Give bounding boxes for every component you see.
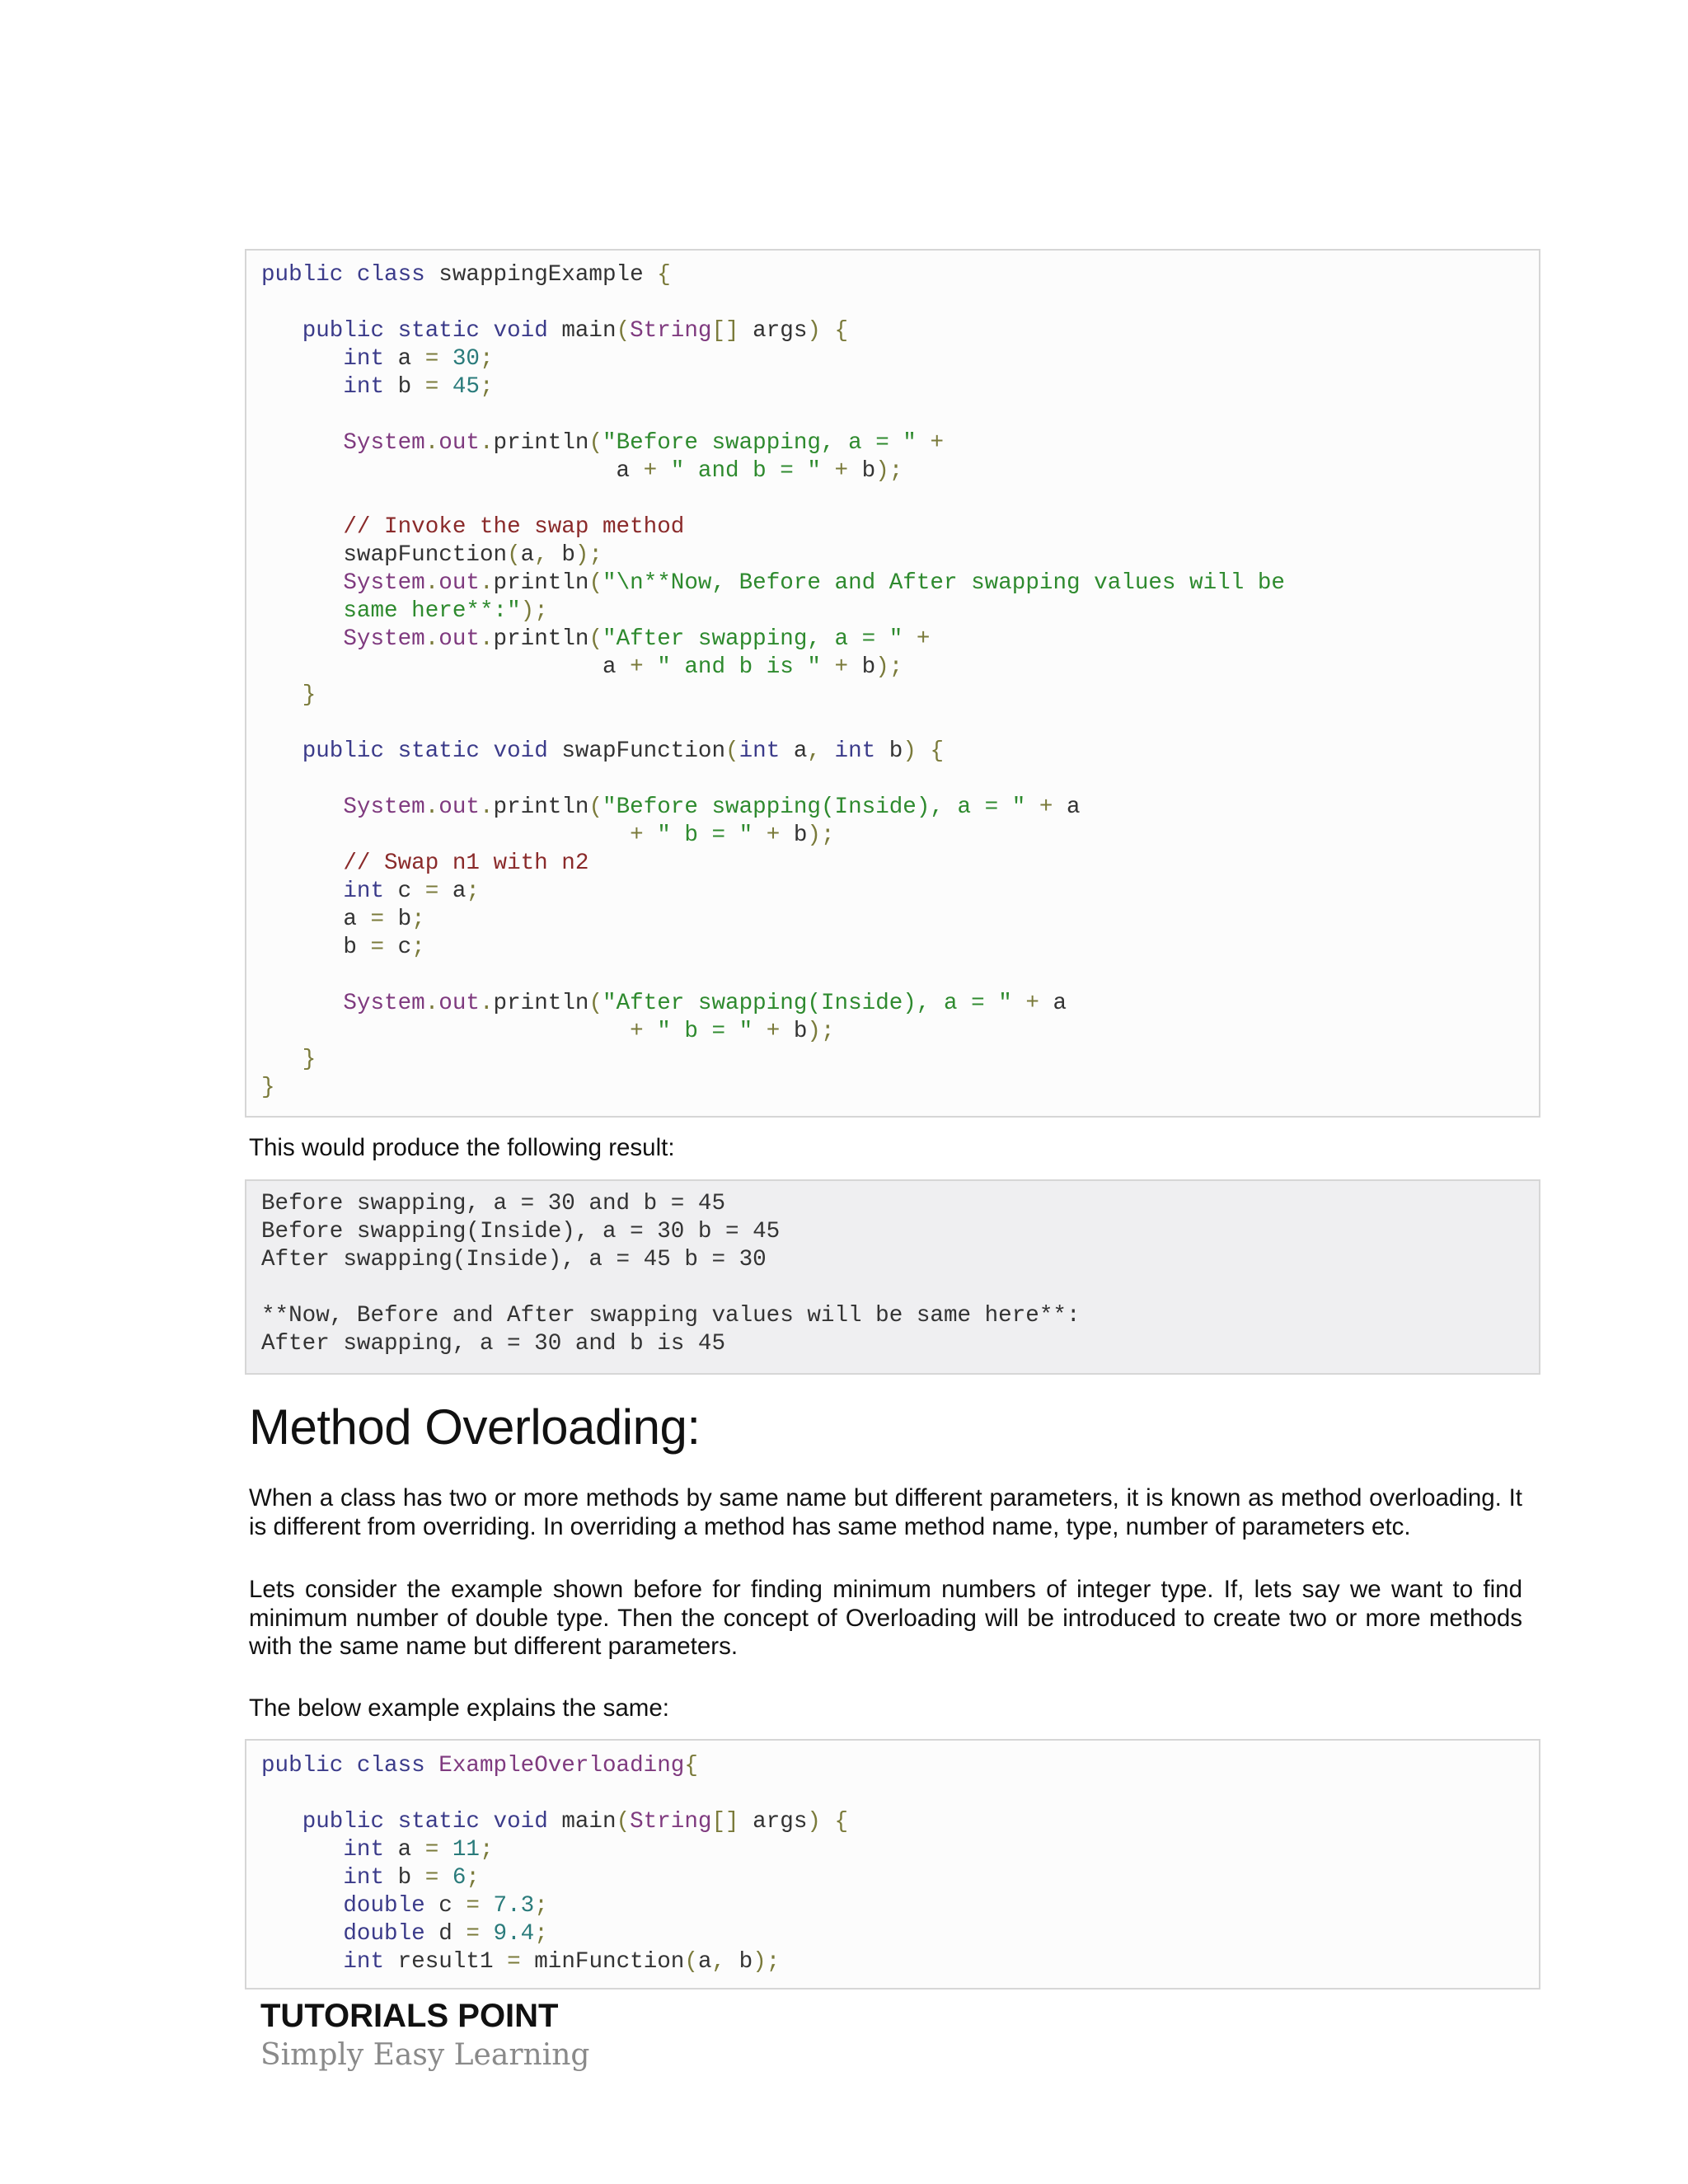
code-token: int — [343, 1837, 398, 1863]
code-token — [261, 682, 302, 708]
code-token: 7.3 — [493, 1893, 535, 1919]
code-line — [261, 878, 480, 906]
code-token: int — [738, 738, 794, 764]
code-token: String — [630, 1809, 712, 1835]
code-token: + — [766, 1019, 794, 1044]
code-token: swappingExample — [438, 262, 658, 288]
code-line — [261, 261, 671, 289]
code-token: public class — [261, 262, 439, 288]
code-line — [261, 1246, 767, 1274]
code-token: a — [261, 458, 644, 484]
code-token: } — [302, 1047, 316, 1072]
code-token: 45 — [452, 374, 480, 400]
code-token — [261, 1047, 302, 1072]
code-token: c — [397, 935, 412, 960]
code-token: ; — [534, 1921, 548, 1947]
overloading-paragraph-3: The below example explains the same: — [249, 1694, 669, 1722]
code-token: args — [753, 318, 808, 344]
code-token: "Before swapping, a = " — [603, 430, 931, 456]
code-token: ; — [411, 935, 425, 960]
code-token: . — [424, 991, 439, 1016]
code-token: { — [684, 1753, 698, 1779]
code-token: println — [493, 570, 589, 596]
code-token: same here**:" — [343, 598, 521, 624]
code-line — [261, 626, 930, 654]
code-token — [261, 879, 343, 904]
code-token: + — [643, 458, 671, 484]
code-token: ( — [588, 430, 603, 456]
code-token: a — [1067, 794, 1081, 820]
code-line — [261, 1920, 548, 1948]
code-line — [261, 1046, 316, 1074]
code-token: ; — [479, 346, 494, 372]
code-token: ); — [807, 1019, 835, 1044]
code-token — [261, 1837, 343, 1863]
code-token: args — [753, 1809, 808, 1835]
code-token: b — [397, 1865, 425, 1891]
code-line — [261, 1190, 725, 1218]
code-token: int — [834, 738, 889, 764]
code-token: public static void — [302, 318, 562, 344]
code-token: } — [261, 1075, 275, 1100]
code-token: a — [697, 1949, 712, 1975]
code-token — [261, 991, 343, 1016]
code-token: b — [397, 374, 425, 400]
code-token: . — [479, 626, 494, 652]
code-token: { — [657, 262, 671, 288]
code-token: . — [479, 430, 494, 456]
code-block-example-overloading — [245, 1739, 1540, 1990]
code-token: "After swapping(Inside), a = " — [603, 991, 1026, 1016]
code-line — [261, 990, 1067, 1018]
code-token: = — [370, 935, 398, 960]
code-token: " b = " — [657, 823, 767, 848]
code-token: a — [793, 738, 808, 764]
code-token: . — [424, 626, 439, 652]
code-token: ( — [725, 738, 739, 764]
code-token: public class — [261, 1753, 439, 1779]
code-token: b — [561, 542, 575, 568]
code-line — [261, 1864, 480, 1892]
code-token: int — [343, 346, 398, 372]
code-token: // Invoke the swap method — [343, 514, 685, 540]
code-token — [261, 1019, 630, 1044]
code-token: println — [493, 991, 589, 1016]
code-token: "\n**Now, Before and After swapping values will be — [603, 570, 1285, 596]
code-line — [261, 906, 425, 934]
code-token: = — [424, 1865, 452, 1891]
code-token: double — [343, 1893, 439, 1919]
result-intro-text: This would produce the following result: — [249, 1134, 675, 1161]
code-token: // Swap n1 with n2 — [343, 851, 589, 876]
code-token: , — [711, 1949, 739, 1975]
code-token: [] — [711, 318, 753, 344]
code-token: After swapping, a = 30 and b is 45 — [261, 1331, 726, 1357]
code-line — [261, 1948, 780, 1976]
code-token: System — [343, 626, 425, 652]
code-token: ( — [616, 318, 631, 344]
code-token: b — [889, 738, 903, 764]
code-token: = — [424, 1837, 452, 1863]
code-token: ) { — [807, 1809, 849, 1835]
code-line — [261, 1074, 275, 1102]
code-token — [261, 318, 302, 344]
code-token: String — [630, 318, 712, 344]
code-token: out — [438, 430, 480, 456]
code-token: a — [520, 542, 535, 568]
code-token: , — [534, 542, 562, 568]
code-token: b — [861, 654, 876, 680]
code-line — [261, 850, 588, 878]
code-token: " b = " — [657, 1019, 767, 1044]
code-token: main — [561, 318, 617, 344]
code-line — [261, 934, 425, 962]
code-token: = — [507, 1949, 535, 1975]
code-token: ( — [588, 570, 603, 596]
code-token: b — [793, 823, 808, 848]
code-token: + — [916, 626, 931, 652]
code-token: ( — [616, 1809, 631, 1835]
code-token: ; — [466, 1865, 480, 1891]
code-token: println — [493, 430, 589, 456]
code-token: = — [424, 374, 452, 400]
code-token — [261, 570, 343, 596]
code-line — [261, 317, 848, 345]
code-token: + — [630, 823, 658, 848]
code-token: a — [397, 1837, 425, 1863]
code-token: 11 — [452, 1837, 480, 1863]
code-token: b — [261, 935, 371, 960]
code-token: After swapping(Inside), a = 45 b = 30 — [261, 1247, 767, 1272]
code-token: , — [807, 738, 835, 764]
code-token: out — [438, 794, 480, 820]
code-token — [261, 823, 630, 848]
code-token: a — [261, 907, 371, 932]
code-token: 6 — [452, 1865, 467, 1891]
code-token: println — [493, 794, 589, 820]
code-block-swapping-example — [245, 249, 1540, 1118]
code-line — [261, 1218, 780, 1246]
code-token: out — [438, 570, 480, 596]
code-token — [261, 1921, 343, 1947]
code-token — [261, 794, 343, 820]
code-token: + — [1039, 794, 1067, 820]
code-token: **Now, Before and After swapping values will be same here**: — [261, 1303, 1081, 1329]
overloading-paragraph-1: When a class has two or more methods by same name but different parameters, it is known as method overloading. It is different from overriding. In overriding a method has same method name, type, number of parameters etc. — [249, 1484, 1522, 1540]
code-token: System — [343, 991, 425, 1016]
code-line — [261, 1808, 848, 1836]
code-token: ); — [875, 458, 903, 484]
code-token: ( — [507, 542, 521, 568]
code-token — [261, 430, 343, 456]
code-token: a — [452, 879, 467, 904]
code-line — [261, 1892, 548, 1920]
code-line — [261, 373, 494, 401]
code-line — [261, 513, 684, 541]
code-line — [261, 345, 494, 373]
code-token — [261, 374, 343, 400]
code-token: double — [343, 1921, 439, 1947]
code-line — [261, 1302, 1081, 1330]
code-token: int — [343, 1949, 398, 1975]
code-token: ( — [588, 626, 603, 652]
code-token: ); — [807, 823, 835, 848]
code-token: ; — [411, 907, 425, 932]
code-token: b — [861, 458, 876, 484]
code-line — [261, 1836, 494, 1864]
code-token — [261, 738, 302, 764]
code-token: d — [438, 1921, 467, 1947]
code-token: swapFunction — [261, 542, 508, 568]
code-line — [261, 794, 1081, 822]
code-token: ); — [520, 598, 548, 624]
code-token: Before swapping, a = 30 and b = 45 — [261, 1191, 726, 1216]
code-token: ExampleOverloading — [438, 1753, 685, 1779]
code-token: swapFunction — [561, 738, 726, 764]
code-token: ; — [534, 1893, 548, 1919]
code-token: "Before swapping(Inside), a = " — [603, 794, 1039, 820]
code-token — [261, 598, 343, 624]
code-token: ; — [479, 374, 494, 400]
code-token: + — [630, 654, 658, 680]
code-token: = — [424, 879, 452, 904]
code-token: ( — [588, 794, 603, 820]
code-token: minFunction — [534, 1949, 685, 1975]
code-token: public static void — [302, 1809, 562, 1835]
code-token: ) { — [807, 318, 849, 344]
code-token: ( — [684, 1949, 698, 1975]
code-token: a — [261, 654, 631, 680]
overloading-paragraph-2: Lets consider the example shown before for finding minimum numbers of integer type. If, lets say we want to find minimum number of double type. Then the concept of Overloading will be introduced to create two or more methods with the same name but different parameters. — [249, 1576, 1522, 1660]
code-token: result1 — [397, 1949, 508, 1975]
code-token: . — [424, 570, 439, 596]
code-token: 30 — [452, 346, 480, 372]
code-token: " and b is " — [657, 654, 835, 680]
code-line — [261, 598, 548, 626]
code-token: + — [834, 458, 862, 484]
code-token: a — [1053, 991, 1067, 1016]
code-token: println — [493, 626, 589, 652]
code-token: int — [343, 1865, 398, 1891]
code-token: + — [766, 823, 794, 848]
code-token — [261, 851, 343, 876]
code-token — [261, 626, 343, 652]
code-token: + — [834, 654, 862, 680]
code-token: ); — [753, 1949, 781, 1975]
code-line — [261, 1330, 725, 1358]
code-token: ) { — [903, 738, 945, 764]
code-token — [261, 1865, 343, 1891]
footer-brand-title: TUTORIALS POINT — [260, 1998, 559, 2034]
code-token — [261, 1893, 343, 1919]
code-token: ; — [479, 1837, 494, 1863]
code-token: c — [397, 879, 425, 904]
code-token: b — [397, 907, 412, 932]
code-token: . — [424, 430, 439, 456]
code-token: main — [561, 1809, 617, 1835]
code-token: a — [397, 346, 425, 372]
code-token: + — [930, 430, 944, 456]
code-token: out — [438, 626, 480, 652]
code-token: = — [466, 1921, 494, 1947]
code-token: int — [343, 374, 398, 400]
code-line — [261, 738, 944, 766]
code-output-block — [245, 1179, 1540, 1375]
code-token: + — [630, 1019, 658, 1044]
code-token: = — [424, 346, 452, 372]
code-token: out — [438, 991, 480, 1016]
code-token: ( — [588, 991, 603, 1016]
code-line — [261, 569, 1285, 598]
code-token: ); — [875, 654, 903, 680]
code-token — [261, 1949, 343, 1975]
code-token: "After swapping, a = " — [603, 626, 917, 652]
code-token — [261, 1809, 302, 1835]
code-token: = — [466, 1893, 494, 1919]
code-token: b — [738, 1949, 753, 1975]
code-token: ; — [466, 879, 480, 904]
code-token: System — [343, 794, 425, 820]
code-token: Before swapping(Inside), a = 30 b = 45 — [261, 1219, 781, 1244]
code-line — [261, 654, 903, 682]
code-token: . — [479, 570, 494, 596]
code-line — [261, 1752, 698, 1780]
code-token: System — [343, 570, 425, 596]
code-line — [261, 429, 944, 457]
code-token: 9.4 — [493, 1921, 535, 1947]
code-token: System — [343, 430, 425, 456]
code-token: + — [1025, 991, 1053, 1016]
code-token: . — [479, 794, 494, 820]
code-line — [261, 1018, 835, 1046]
code-line — [261, 822, 835, 850]
code-token: } — [302, 682, 316, 708]
code-token: c — [438, 1893, 467, 1919]
code-token: . — [424, 794, 439, 820]
section-heading: Method Overloading: — [249, 1399, 701, 1455]
code-token — [261, 514, 343, 540]
code-token: ); — [574, 542, 603, 568]
code-line — [261, 682, 316, 710]
footer-brand-subtitle: Simply Easy Learning — [260, 2038, 590, 2072]
code-line — [261, 541, 603, 569]
code-token: = — [370, 907, 398, 932]
code-token: " and b = " — [670, 458, 835, 484]
code-token: . — [479, 991, 494, 1016]
code-token: b — [793, 1019, 808, 1044]
code-token: int — [343, 879, 398, 904]
code-line — [261, 457, 903, 485]
code-token: public static void — [302, 738, 562, 764]
code-token: [] — [711, 1809, 753, 1835]
code-token — [261, 346, 343, 372]
